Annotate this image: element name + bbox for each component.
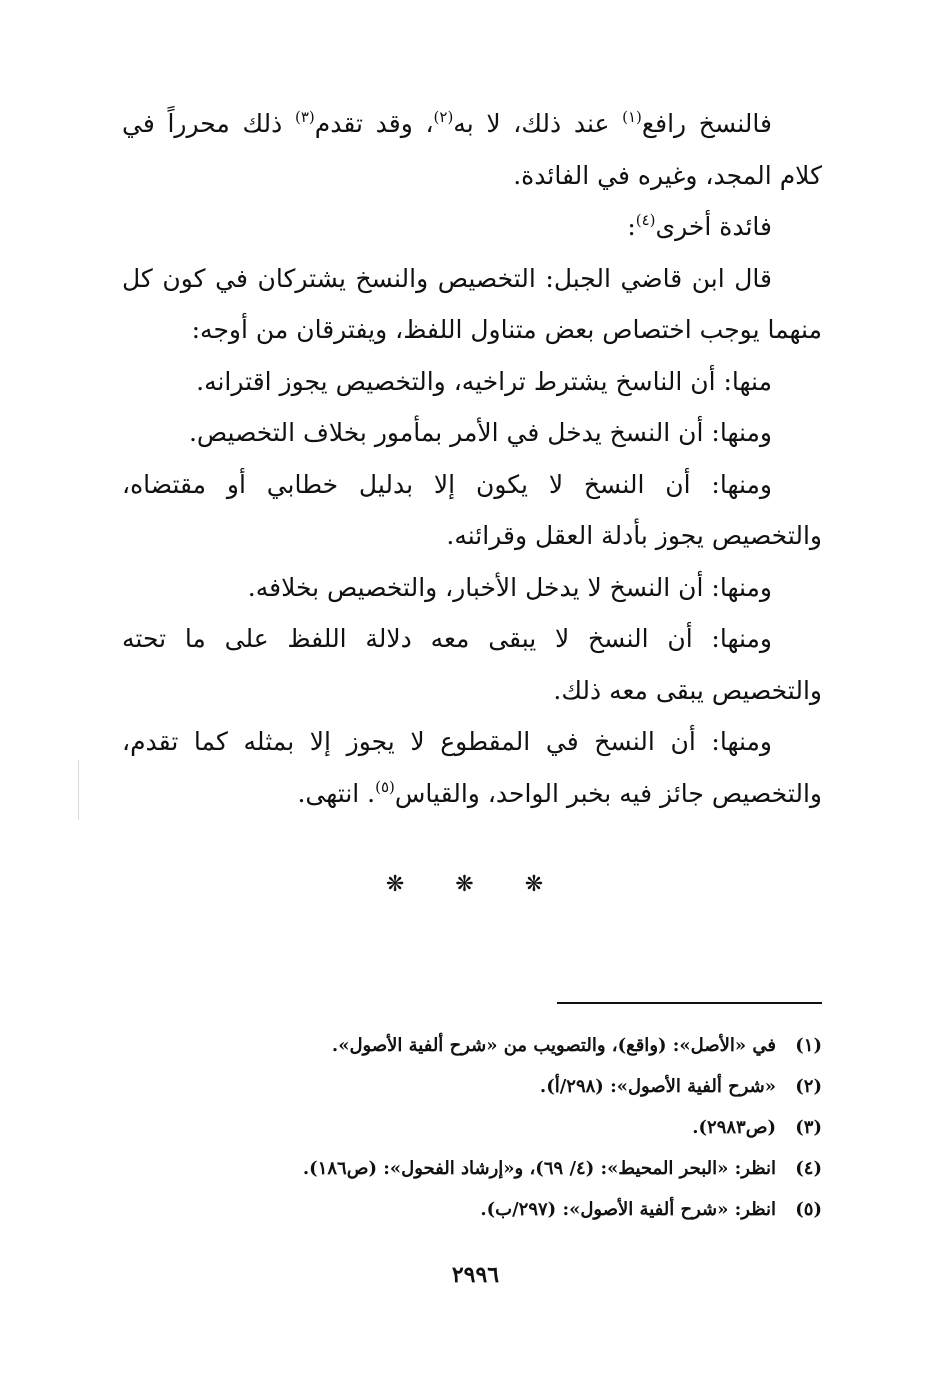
section-separator: ❋ ❋ ❋ [385,872,566,897]
paragraph-1-part-c: ، وقد تقدم [314,109,434,138]
footnote-number: (٢) [795,1076,822,1097]
footnote-item [200,1066,822,1107]
footnote-ref-4: (٤) [635,211,656,229]
footnote-item [200,1189,822,1230]
footnotes-list [200,1025,822,1230]
paragraph-2-part-a: فائدة أخرى [655,212,772,241]
footnote-ref-5: (٥) [375,777,395,796]
footnote-ref-1: (١) [622,108,642,126]
paragraph-9-part-a: ومنها: أن النسخ في المقطوع لا يجوز إلا بمثله كما تقدم، والتخصيص جائز فيه بخبر الواحد، والقياس [122,727,822,808]
footnote-text: «شرح ألفية الأصول»: (٢٩٨/أ). [539,1076,776,1097]
paragraph-4: منها: أن الناسخ يشترط تراخيه، والتخصيص يجوز اقترانه. [196,366,772,396]
page-number: ٢٩٩٦ [451,1262,500,1288]
footnote-number: (١) [795,1035,822,1056]
paragraph-1 [122,98,822,201]
paragraph-7: ومنها: أن النسخ لا يدخل الأخبار، والتخصيص بخلافه. [247,572,772,602]
paragraph-2-heading [122,201,822,253]
paragraph-1-part-d: ذلك محرراً في كلام المجد، وغيره في الفائدة. [122,109,822,190]
paragraph-8: ومنها: أن النسخ لا يبقى معه دلالة اللفظ على ما تحته والتخصيص يبقى معه ذلك. [122,624,822,705]
paragraph-3: قال ابن قاضي الجبل: التخصيص والنسخ يشتركان في كون كل منهما يوجب اختصاص بعض متناول اللفظ، ويفترقان من أوجه: [122,263,822,344]
footnote-number: (٥) [795,1199,822,1220]
footnote-text: في «الأصل»: (واقع)، والتصويب من «شرح ألفية الأصول». [331,1035,776,1056]
footnote-item [200,1107,822,1148]
paragraph-1-part-b: عند ذلك، لا به [453,109,623,138]
footnote-divider [557,1002,822,1004]
footnote-text: انظر: «شرح ألفية الأصول»: (٢٩٧/ب). [480,1199,776,1220]
footnote-item [200,1025,822,1066]
footnote-number: (٣) [795,1117,822,1138]
paragraph-9 [122,716,822,819]
footnote-item [200,1148,822,1189]
paragraph-5: ومنها: أن النسخ يدخل في الأمر بمأمور بخلاف التخصيص. [188,418,772,447]
paragraph-2-part-b: : [627,212,636,241]
paragraph-1-part-a: فالنسخ رافع [641,109,772,138]
paragraph-6: ومنها: أن النسخ لا يكون إلا بدليل خطابي أو مقتضاه، والتخصيص يجوز بأدلة العقل وقرائنه. [122,469,822,550]
footnote-text: (ص٢٩٨٣). [692,1117,776,1138]
paragraph-9-part-b: . انتهى. [297,778,376,808]
main-text-body [122,98,822,819]
footnote-ref-3: (٣) [294,108,315,126]
scan-margin-mark [78,760,82,820]
footnote-ref-2: (٢) [433,108,454,126]
footnote-text: انظر: «البحر المحيط»: (٤/ ٦٩)، و«إرشاد الفحول»: (ص١٨٦). [302,1158,776,1179]
footnote-number: (٤) [795,1158,822,1179]
